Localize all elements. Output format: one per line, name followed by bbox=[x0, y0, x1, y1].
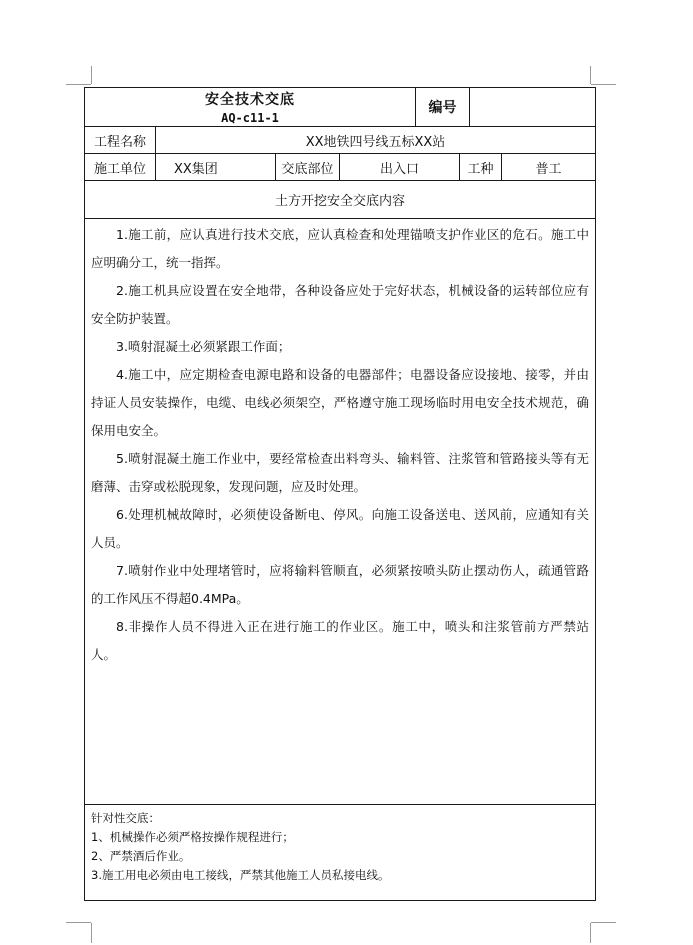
number-label-cell bbox=[416, 88, 470, 126]
unit-value-cell[interactable] bbox=[156, 154, 276, 180]
briefing-item: 1.施工前，应认真进行技术交底，应认真检查和处理锚喷支护作业区的危石。施工中应明确分工，统一指挥。 bbox=[91, 227, 589, 270]
crop-mark-top-left-h bbox=[66, 84, 91, 85]
unit-label-cell bbox=[85, 154, 156, 180]
project-row bbox=[85, 127, 595, 154]
title-cell bbox=[85, 88, 416, 126]
unit-value: XX集团 bbox=[174, 161, 218, 177]
briefing-item: 5.喷射混凝土施工作业中，要经常检查出料弯头、输料管、注浆管和管路接头等有无磨薄、击穿或松脱现象，发现问题，应及时处理。 bbox=[91, 451, 589, 494]
section-title-row bbox=[85, 181, 595, 219]
project-label-cell bbox=[85, 127, 156, 153]
form-code: AQ-c11-1 bbox=[221, 111, 279, 125]
crop-mark-top-right-h bbox=[591, 84, 616, 85]
briefing-item: 6.处理机械故障时，必须使设备断电、停风。向施工设备送电、送风前，应通知有关人员。 bbox=[91, 507, 589, 550]
project-name-label: 工程名称 bbox=[93, 134, 146, 150]
crop-mark-bottom-left-v bbox=[91, 923, 92, 943]
section-title: 土方开挖安全交底内容 bbox=[274, 194, 405, 209]
number-label: 编号 bbox=[428, 100, 457, 116]
location-value: 出入口 bbox=[379, 161, 419, 177]
trade-value-cell[interactable] bbox=[502, 154, 595, 180]
crop-mark-bottom-left-h bbox=[66, 922, 91, 923]
crop-mark-top-right-v bbox=[590, 66, 591, 84]
crop-mark-top-left-v bbox=[91, 66, 92, 84]
crop-mark-bottom-right-h bbox=[591, 922, 616, 923]
location-label: 交底部位 bbox=[281, 161, 334, 177]
briefing-item: 4.施工中，应定期检查电源电路和设备的电器部件；电器设备应设接地、接零，并由持证人员安装操作，电缆、电线必须架空，严格遵守施工现场临时用电安全技术规范，确保用电安全。 bbox=[91, 367, 589, 438]
location-value-cell[interactable] bbox=[340, 154, 460, 180]
trade-value: 普工 bbox=[535, 161, 562, 177]
targeted-note-line: 2、严禁酒后作业。 bbox=[91, 849, 191, 863]
targeted-notes-label: 针对性交底： bbox=[91, 811, 160, 825]
number-value-cell[interactable] bbox=[470, 88, 595, 126]
crop-mark-bottom-right-v bbox=[590, 923, 591, 943]
unit-label: 施工单位 bbox=[93, 161, 146, 177]
targeted-note-line: 3.施工用电必须由电工接线，严禁其他施工人员私接电线。 bbox=[91, 868, 390, 882]
project-value-cell[interactable] bbox=[156, 127, 595, 153]
briefing-item: 8.非操作人员不得进入正在进行施工的作业区。施工中，喷头和注浆管前方严禁站人。 bbox=[91, 619, 589, 662]
targeted-note-line: 1、机械操作必须严格按操作规程进行； bbox=[91, 830, 294, 844]
briefing-content bbox=[85, 219, 595, 805]
briefing-item: 3.喷射混凝土必须紧跟工作面； bbox=[116, 339, 291, 354]
trade-label-cell bbox=[460, 154, 502, 180]
section-title-cell bbox=[85, 181, 595, 218]
briefing-item: 7.喷射作业中处理堵管时，应将输料管顺直，必须紧按喷头防止摆动伤人，疏通管路的工作风压不得超0.4MPa。 bbox=[91, 563, 589, 606]
project-name-value: XX地铁四号线五标XX站 bbox=[305, 134, 446, 150]
header-row bbox=[85, 88, 595, 127]
targeted-notes bbox=[85, 805, 595, 900]
form-title: 安全技术交底 bbox=[205, 92, 295, 108]
safety-briefing-form bbox=[84, 87, 596, 901]
briefing-item: 2.施工机具应设置在安全地带，各种设备应处于完好状态，机械设备的运转部位应有安全防护装置。 bbox=[91, 283, 589, 326]
trade-label: 工种 bbox=[467, 161, 494, 177]
location-label-cell bbox=[276, 154, 340, 180]
unit-row bbox=[85, 154, 595, 181]
